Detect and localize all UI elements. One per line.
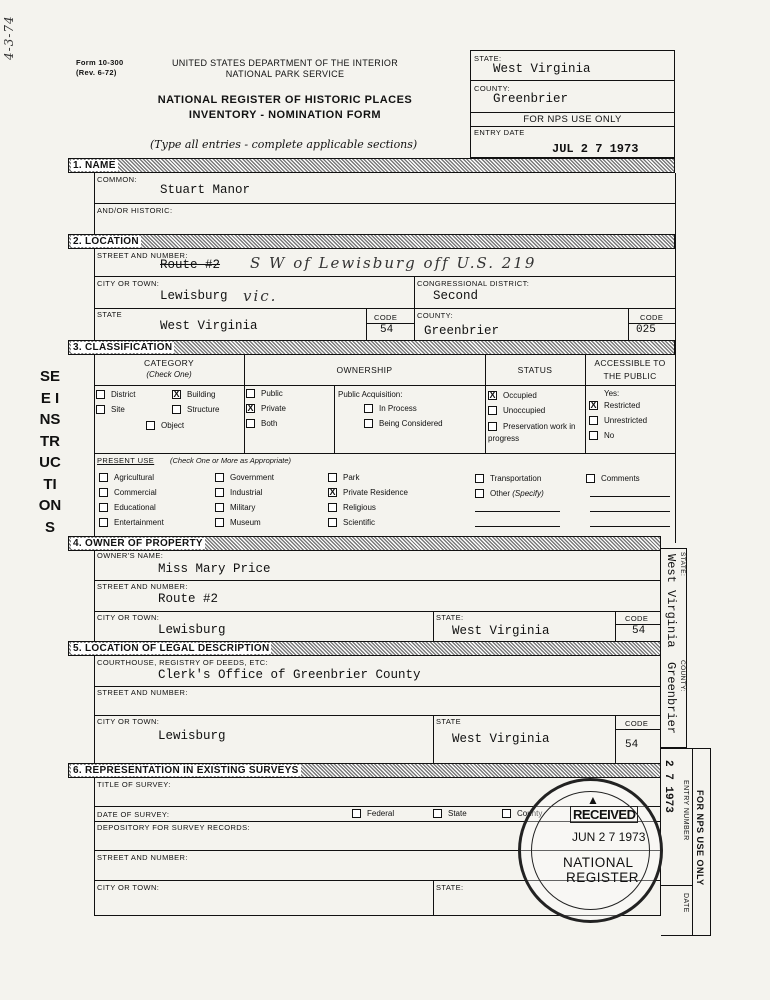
use-museum[interactable]: Museum <box>215 518 261 528</box>
owner-city-value: Lewisburg <box>158 623 226 637</box>
entry-date-stamp: JUL 2 7 1973 <box>552 142 639 156</box>
stamp-received: RECEIVED <box>570 806 638 823</box>
top-county-value: Greenbrier <box>493 92 569 106</box>
side-state-label: STATE: <box>679 552 686 577</box>
stamp-date: JUN 2 7 1973 <box>572 830 646 844</box>
ownership-public[interactable]: Public <box>246 389 283 399</box>
ownership-both[interactable]: Both <box>246 419 277 429</box>
owner-name-value: Miss Mary Price <box>158 562 271 576</box>
form-title: NATIONAL REGISTER OF HISTORIC PLACES <box>157 94 413 106</box>
accessible-heading: ACCESSIBLE TO THE PUBLIC <box>594 358 666 381</box>
survey-street-label: STREET AND NUMBER: <box>97 853 188 862</box>
county-label: COUNTY: <box>417 311 454 320</box>
use-park[interactable]: Park <box>328 473 359 483</box>
owner-code-value: 54 <box>632 625 646 637</box>
access-unrestricted[interactable]: Unrestricted <box>589 416 647 426</box>
state-code-label: CODE <box>374 313 398 322</box>
use-agricultural[interactable]: Agricultural <box>99 473 154 483</box>
congressional-value: Second <box>433 289 479 303</box>
county-code-label: CODE <box>640 313 664 322</box>
side-nps-label: FOR NPS USE ONLY <box>695 790 705 886</box>
survey-date-label: DATE OF SURVEY: <box>97 810 170 819</box>
section-surveys-header: 6. REPRESENTATION IN EXISTING SURVEYS <box>68 763 661 778</box>
state-value: West Virginia <box>160 319 258 333</box>
congressional-label: CONGRESSIONAL DISTRICT: <box>417 279 530 288</box>
top-state-label: STATE: <box>474 54 502 63</box>
acquisition-in-process[interactable]: In Process <box>364 404 417 414</box>
owner-state-label: STATE: <box>436 613 464 622</box>
category-object[interactable]: Object <box>146 421 184 431</box>
stamp-arrow-icon: ▲ <box>587 793 599 807</box>
ownership-private[interactable]: X Private <box>247 403 286 414</box>
use-other[interactable]: Other (Specify) <box>475 489 544 499</box>
survey-county[interactable]: County <box>502 809 542 819</box>
acquisition-being-considered[interactable]: Being Considered <box>364 419 443 429</box>
category-structure[interactable]: Structure <box>172 405 219 415</box>
legal-state-label: STATE <box>436 717 462 726</box>
form-number: Form 10-300 <box>76 58 124 67</box>
section-legal-header: 5. LOCATION OF LEGAL DESCRIPTION <box>68 641 661 656</box>
survey-city-label: CITY OR TOWN: <box>97 883 160 892</box>
use-transportation[interactable]: Transportation <box>475 474 541 484</box>
survey-federal[interactable]: Federal <box>352 809 394 819</box>
access-no[interactable]: No <box>589 431 614 441</box>
section-location-header: 2. LOCATION <box>68 234 675 249</box>
state-label: STATE <box>97 310 123 319</box>
side-county-value: Greenbrier <box>664 662 678 735</box>
category-building[interactable]: X Building <box>173 389 216 400</box>
owner-code-label: CODE <box>625 614 649 623</box>
form-subtitle: INVENTORY - NOMINATION FORM <box>188 109 382 121</box>
section-owner-header: 4. OWNER OF PROPERTY <box>68 536 661 551</box>
legal-city-label: CITY OR TOWN: <box>97 717 160 726</box>
side-state-value: West Virginia <box>664 554 678 648</box>
historic-name-label: AND/OR HISTORIC: <box>97 206 173 215</box>
category-district[interactable]: District <box>96 390 135 400</box>
ownership-heading: OWNERSHIP <box>336 365 393 375</box>
status-unoccupied[interactable]: Unoccupied <box>488 406 545 416</box>
county-code-value: 025 <box>636 324 656 336</box>
stamp-national: NATIONAL <box>563 855 634 870</box>
legal-street-label: STREET AND NUMBER: <box>97 688 188 697</box>
use-industrial[interactable]: Industrial <box>215 488 262 498</box>
owner-state-value: West Virginia <box>452 624 550 638</box>
use-government[interactable]: Government <box>215 473 274 483</box>
access-yes-label: Yes: <box>604 389 620 398</box>
survey-title-label: TITLE OF SURVEY: <box>97 780 171 789</box>
form-revision: (Rev. 6-72) <box>76 68 117 77</box>
owner-street-label: STREET AND NUMBER: <box>97 582 188 591</box>
city-label: CITY OR TOWN: <box>97 279 160 288</box>
side-entry-number-label: ENTRY NUMBER <box>682 780 689 841</box>
use-religious[interactable]: Religious <box>328 503 376 513</box>
present-use-label: PRESENT USE <box>97 456 155 465</box>
top-state-value: West Virginia <box>493 62 591 76</box>
survey-state[interactable]: State <box>433 809 467 819</box>
legal-code-label: CODE <box>625 719 649 728</box>
owner-street-value: Route #2 <box>158 592 219 606</box>
owner-name-label: OWNER'S NAME: <box>97 551 164 560</box>
street-handwritten: S W of Lewisburg off U.S. 219 <box>250 254 537 272</box>
use-private-residence[interactable]: X Private Residence <box>329 487 408 498</box>
top-nps-label: FOR NPS USE ONLY <box>523 114 622 125</box>
depository-label: DEPOSITORY FOR SURVEY RECORDS: <box>97 823 251 832</box>
form-instruction: (Type all entries - complete applicable sections) <box>150 138 418 151</box>
present-use-note: (Check One or More as Appropriate) <box>170 456 292 465</box>
city-handwritten: vic. <box>243 287 278 305</box>
street-value: Route #2 <box>160 258 221 272</box>
legal-code-value: 54 <box>625 739 639 751</box>
legal-city-value: Lewisburg <box>158 729 226 743</box>
department-name: UNITED STATES DEPARTMENT OF THE INTERIOR <box>171 58 399 68</box>
use-military[interactable]: Military <box>215 503 255 513</box>
use-commercial[interactable]: Commercial <box>99 488 157 498</box>
use-comments[interactable]: Comments <box>586 474 640 484</box>
use-educational[interactable]: Educational <box>99 503 156 513</box>
top-county-label: COUNTY: <box>474 84 511 93</box>
courthouse-value: Clerk's Office of Greenbrier County <box>158 668 421 682</box>
service-name: NATIONAL PARK SERVICE <box>225 69 345 79</box>
status-heading: STATUS <box>517 365 553 375</box>
use-entertainment[interactable]: Entertainment <box>99 518 164 528</box>
legal-state-value: West Virginia <box>452 732 550 746</box>
side-date-stamp: 2 7 1973 <box>662 760 674 813</box>
entry-date-label: ENTRY DATE <box>474 128 525 137</box>
state-code-value: 54 <box>380 324 394 336</box>
stamp-register: REGISTER <box>566 870 640 885</box>
see-instructions-label: SEE INSTRUCTIONS <box>38 368 62 536</box>
status-preservation[interactable]: Preservation work in progress <box>488 422 576 443</box>
check-one-note: (Check One) <box>146 370 192 379</box>
county-value: Greenbrier <box>424 324 500 338</box>
common-name-label: COMMON: <box>97 175 137 184</box>
survey-state-label: STATE: <box>436 883 464 892</box>
side-date-label: DATE <box>682 893 689 913</box>
margin-date-note: 4-3-74 <box>2 15 16 60</box>
owner-city-label: CITY OR TOWN: <box>97 613 160 622</box>
courthouse-label: COURTHOUSE, REGISTRY OF DEEDS, ETC: <box>97 658 269 667</box>
city-value: Lewisburg <box>160 289 228 303</box>
public-acquisition-label: Public Acquisition: <box>338 390 403 399</box>
status-occupied[interactable]: X Occupied <box>489 390 537 401</box>
section-classification-header: 3. CLASSIFICATION <box>68 340 675 355</box>
common-name-value: Stuart Manor <box>160 183 251 197</box>
side-county-label: COUNTY: <box>679 660 686 692</box>
access-restricted[interactable]: X Restricted <box>590 400 641 411</box>
category-site[interactable]: Site <box>96 405 125 415</box>
section-name-header: 1. NAME <box>68 158 675 173</box>
use-scientific[interactable]: Scientific <box>328 518 375 528</box>
street-label: STREET AND NUMBER: <box>97 251 188 260</box>
category-heading: CATEGORY <box>143 358 195 368</box>
